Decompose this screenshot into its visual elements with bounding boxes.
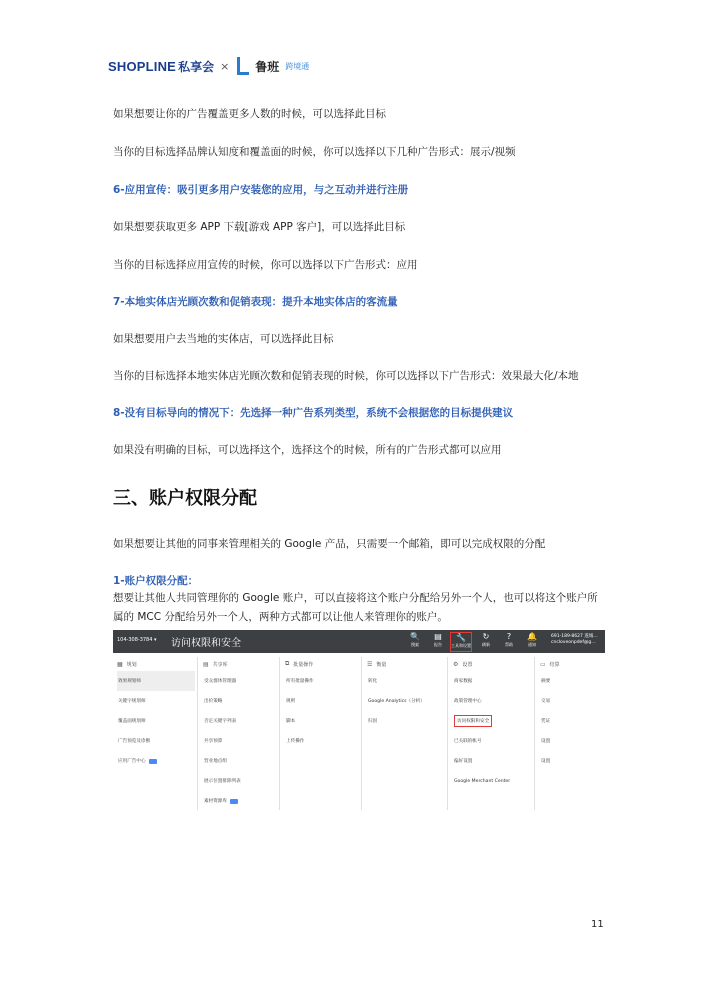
menu-item[interactable]: 素材资源库 bbox=[203, 791, 281, 810]
menu-item[interactable]: 受众群体管理器 bbox=[204, 679, 237, 684]
beta-badge-icon bbox=[149, 759, 157, 764]
paragraph: 如果没有明确的目标，可以选择这个，选择这个的时候，所有的广告形式都可以应用 bbox=[113, 444, 502, 456]
paragraph: 当你的目标选择应用宣传的时候，你可以选择以下广告形式：应用 bbox=[113, 259, 418, 271]
search-tool[interactable]: 🔍 搜索 bbox=[404, 632, 426, 652]
paragraph: 当你的目标选择本地实体店光顾次数和促销表现的时候，你可以选择以下广告形式：效果最大化/本地 bbox=[113, 370, 579, 382]
menu-item[interactable]: 效果规划师 bbox=[117, 671, 195, 691]
divider bbox=[534, 657, 535, 810]
menu-column-measurement: ☰ 衡量 转化 Google Analytics（分析） 归因 bbox=[367, 657, 447, 731]
help-icon: ? bbox=[506, 632, 512, 641]
menu-item[interactable]: Google Analytics（分析） bbox=[368, 699, 425, 704]
card-icon: ▭ bbox=[540, 660, 546, 668]
menu-item[interactable]: 广告预览及诊断 bbox=[118, 739, 151, 744]
subheading-6: 6-应用宣传：吸引更多用户安装您的应用，与之互动并进行注册 bbox=[113, 184, 409, 196]
menu-item[interactable]: 商家数据 bbox=[454, 679, 473, 684]
help-tool[interactable]: ? 帮助 bbox=[498, 632, 520, 652]
reports-tool[interactable]: ▤ 报告 bbox=[427, 632, 449, 652]
page-number: 11 bbox=[591, 919, 604, 930]
brand-cn: 私享会 bbox=[178, 59, 215, 74]
menu-item[interactable]: 关键字规划师 bbox=[118, 699, 146, 704]
menu-column-planning: ▦ 规划 效果规划师 关键字规划师 覆盖面规划师 广告预览及诊断 应用广告中心 bbox=[117, 657, 195, 771]
menu-item[interactable]: 营业地点组 bbox=[204, 759, 227, 764]
refresh-tool[interactable]: ↻ 刷新 bbox=[475, 632, 497, 652]
divider bbox=[447, 657, 448, 810]
google-ads-screenshot bbox=[113, 630, 605, 810]
menu-item-access-security[interactable]: 访问权限和安全 bbox=[453, 711, 537, 731]
gear-icon: ⚙ bbox=[453, 660, 459, 668]
calendar-icon: ▦ bbox=[117, 660, 123, 668]
partner-name: 鲁班 bbox=[255, 59, 280, 74]
reports-icon: ▤ bbox=[434, 632, 442, 641]
menu-item[interactable]: 设置 bbox=[541, 739, 551, 744]
menu-column-billing: ▭ 结算 摘要 交易 凭证 设置 设置 bbox=[540, 657, 600, 771]
measure-icon: ☰ bbox=[367, 660, 373, 668]
divider bbox=[279, 657, 280, 810]
times-symbol: × bbox=[220, 59, 230, 73]
subheading-1: 1-账户权限分配： bbox=[113, 575, 199, 587]
beta-badge-icon bbox=[230, 799, 238, 804]
menu-column-setup: ⚙ 设置 商家数据 政策管理中心 访问权限和安全 已关联的帐号 偏好设置 Google Merchant Center bbox=[453, 657, 537, 791]
menu-column-shared-library: ▤ 共享库 受众群体管理器 出价策略 否定关键字列表 共享预算 营业地点组 展示位置排除列表 素材资源库 bbox=[203, 657, 281, 810]
paragraph: 如果想要让你的广告覆盖更多人数的时候，可以选择此目标 bbox=[113, 108, 386, 120]
divider bbox=[361, 657, 362, 810]
menu-item[interactable]: 脚本 bbox=[286, 719, 296, 724]
subheading-8: 8-没有目标导向的情况下：先选择一种广告系列类型，系统不会根据您的目标提供建议 bbox=[113, 407, 514, 419]
account-paragraph: 想要让其他人共同管理你的 Google 账户，可以直接将这个账户分配给另外一个人，也可以将这个账户所属的 MCC 分配给另外一个人，两种方式都可以让他人来管理你的账户。 bbox=[113, 592, 598, 623]
subheading-7: 7-本地实体店光顾次数和促销表现：提升本地实体店的客流量 bbox=[113, 296, 398, 308]
menu-item[interactable]: 上传操作 bbox=[286, 739, 305, 744]
partner-sub: 跨境通 bbox=[285, 61, 310, 71]
menu-item[interactable]: 应用广告中心 bbox=[117, 751, 195, 771]
menu-item[interactable]: 共享预算 bbox=[204, 739, 223, 744]
account-selector[interactable]: 104-308-3784 ▾ bbox=[117, 637, 157, 643]
luban-logo-icon bbox=[235, 55, 251, 77]
paragraph: 如果想要获取更多 APP 下载[游戏 APP 客户]，可以选择此目标 bbox=[113, 221, 406, 233]
menu-item[interactable]: 所有批量操作 bbox=[286, 679, 314, 684]
menu-item[interactable]: 归因 bbox=[368, 719, 378, 724]
menu-item[interactable]: 凭证 bbox=[541, 719, 551, 724]
menu-item[interactable]: 交易 bbox=[541, 699, 551, 704]
bar-title: 访问权限和安全 bbox=[171, 638, 241, 649]
menu-item[interactable]: 设置 bbox=[541, 759, 551, 764]
intro-paragraph: 如果想要让其他的同事来管理相关的 Google 产品，只需要一个邮箱，即可以完成权限的分配 bbox=[113, 538, 546, 550]
divider bbox=[197, 657, 198, 810]
menu-item[interactable]: 已关联的帐号 bbox=[454, 739, 482, 744]
menu-item[interactable]: Google Merchant Center bbox=[454, 778, 511, 784]
bell-icon: 🔔 bbox=[527, 632, 537, 641]
notifications-tool[interactable]: 🔔 通知 bbox=[521, 632, 543, 652]
refresh-icon: ↻ bbox=[482, 632, 490, 641]
paragraph: 当你的目标选择品牌认知度和覆盖面的时候，你可以选择以下几种广告形式：展示/视频 bbox=[113, 146, 516, 158]
menu-item[interactable]: 摘要 bbox=[541, 679, 551, 684]
paragraph: 如果想要用户去当地的实体店，可以选择此目标 bbox=[113, 333, 334, 345]
library-icon: ▤ bbox=[203, 660, 209, 668]
menu-item[interactable]: 覆盖面规划师 bbox=[118, 719, 146, 724]
top-bar bbox=[113, 630, 605, 653]
menu-item[interactable]: 政策管理中心 bbox=[454, 699, 482, 704]
menu-item[interactable]: 偏好设置 bbox=[454, 759, 473, 764]
menu-column-bulk-actions: ⧉ 批量操作 所有批量操作 规则 脚本 上传操作 bbox=[285, 657, 363, 751]
menu-item[interactable]: 转化 bbox=[368, 679, 378, 684]
account-info[interactable]: 691-189-8627 遂城… cncloveonpdef@g… bbox=[551, 634, 598, 645]
section-title: 三、账户权限分配 bbox=[113, 488, 257, 509]
menu-item[interactable]: 出价策略 bbox=[204, 699, 223, 704]
menu-item[interactable]: 规则 bbox=[286, 699, 296, 704]
search-icon: 🔍 bbox=[410, 632, 420, 641]
menu-item[interactable]: 否定关键字列表 bbox=[204, 719, 237, 724]
brand-logo: SHOPLINE bbox=[108, 58, 177, 74]
page-header bbox=[108, 52, 309, 80]
tools-settings-tool[interactable]: 🔧 工具和设置 bbox=[450, 632, 472, 652]
menu-item[interactable]: 展示位置排除列表 bbox=[204, 779, 241, 784]
wrench-icon: 🔧 bbox=[456, 633, 466, 642]
copy-icon: ⧉ bbox=[285, 660, 290, 667]
